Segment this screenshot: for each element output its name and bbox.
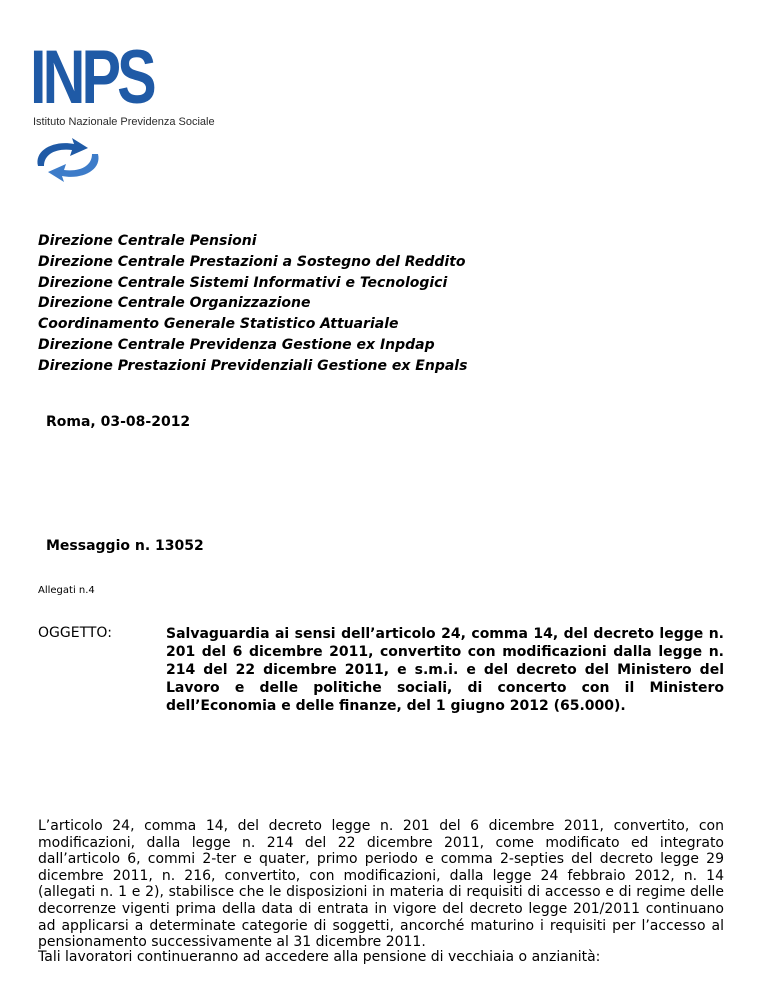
attachments-count: Allegati n.4 [38, 585, 95, 596]
recipient-item: Direzione Centrale Organizzazione [38, 295, 311, 312]
recipient-list [38, 231, 467, 377]
logo-subtitle: Istituto Nazionale Previdenza Sociale [33, 116, 215, 128]
recipient-item: Direzione Prestazioni Previdenziali Gestione ex Enpals [38, 357, 468, 374]
subject-label: OGGETTO: [38, 625, 112, 641]
recipient-item: Direzione Centrale Sistemi Informativi e Tecnologici [38, 274, 448, 291]
recipient-item: Direzione Centrale Previdenza Gestione ex Inpdap [38, 336, 435, 353]
logo-arrows-icon [30, 136, 106, 184]
subject-text: Salvaguardia ai sensi dell’articolo 24, comma 14, del decreto legge n. 201 del 6 dicembre 2011, convertito con modificazioni dalla legge n. 214 del 22 dicembre 2011, e s.m.i. e del decreto del Ministero del Lavoro e delle politiche sociali, di concerto con il Ministero dell’Economia e delle finanze, del 1 giugno 2012 (65.000). [166, 626, 724, 714]
body-paragraph: Tali lavoratori continueranno ad accedere alla pensione di vecchiaia o anzianità: [38, 949, 601, 965]
recipient-item: Direzione Centrale Pensioni [38, 233, 257, 249]
date-line: Roma, 03-08-2012 [46, 414, 191, 430]
inps-logo [30, 35, 260, 190]
recipient-item: Direzione Centrale Prestazioni a Sostegno del Reddito [38, 253, 466, 270]
body-paragraph: L’articolo 24, comma 14, del decreto legge n. 201 del 6 dicembre 2011, convertito, con modificazioni, dalla legge n. 214 del 22 dicembre 2011, come modificato ed integrato dall’articolo 6, commi 2-ter e quater, primo periodo e comma 2-septies del decreto legge 29 dicembre 2011, n. 216, convertito, con modificazioni, dalla legge 24 febbraio 2012, n. 14 (allegati n. 1 e 2), stabilisce che le disposizioni in materia di requisiti di accesso e di regime delle decorrenze vigenti prima della data di entrata in vigore del decreto legge 201/2011 continuano ad applicarsi a determinate categorie di soggetti, ancorché maturino i requisiti per l’accesso al pensionamento successivamente al 31 dicembre 2011. [38, 818, 724, 951]
recipient-item: Coordinamento Generale Statistico Attuariale [38, 316, 399, 333]
logo-wordmark: INPS [30, 35, 153, 120]
message-number: Messaggio n. 13052 [46, 538, 204, 554]
